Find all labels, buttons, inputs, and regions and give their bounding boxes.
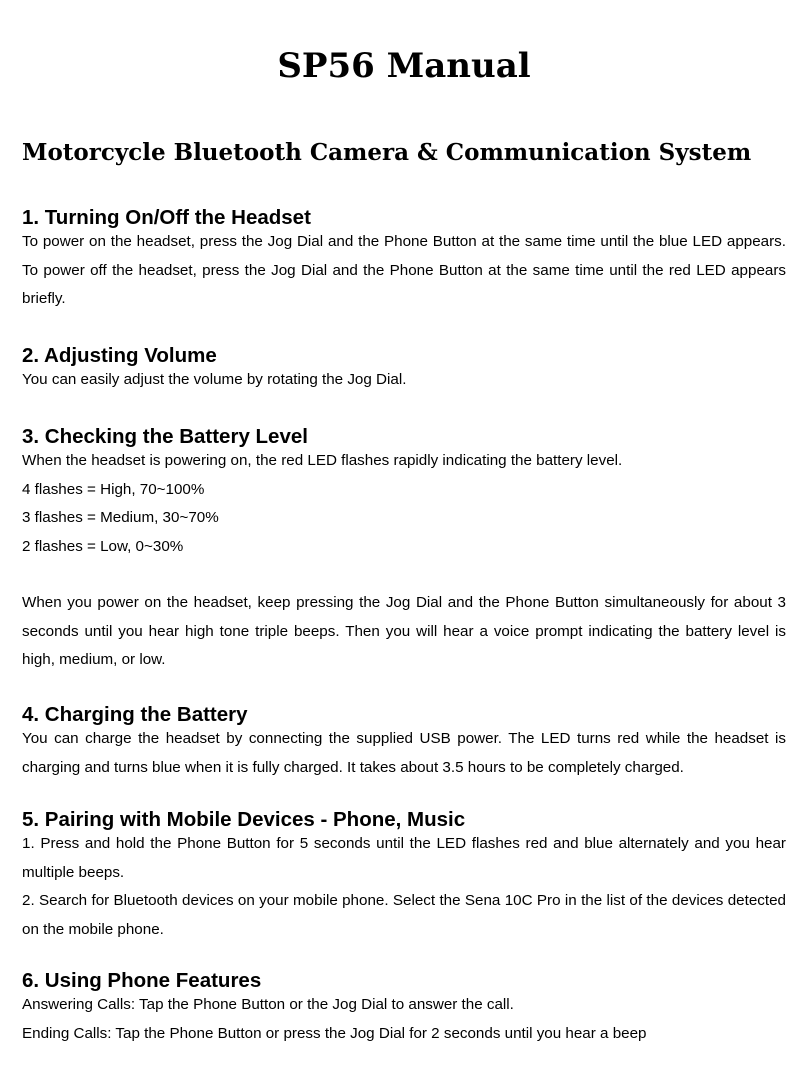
answering-calls-text: Answering Calls: Tap the Phone Button or the Jog Dial to answer the call. <box>22 996 514 1013</box>
section-paragraph: You can easily adjust the volume by rotating the Jog Dial. <box>22 371 407 388</box>
section-heading: 3. Checking the Battery Level <box>22 425 308 448</box>
spacer <box>22 561 786 589</box>
section-heading: 4. Charging the Battery <box>22 703 248 726</box>
document-title: SP56 Manual <box>277 46 531 86</box>
section-heading: 6. Using Phone Features <box>22 969 262 992</box>
section-paragraph: You can charge the headset by connecting the supplied USB power. The LED turns red while the headset is charging and turns blue when it is fully charged. It takes about 3.5 hours to be completely charged. <box>22 730 786 776</box>
document-subtitle: Motorcycle Bluetooth Camera & Communication System <box>22 139 752 166</box>
pairing-step-2: 2. Search for Bluetooth devices on your mobile phone. Select the Sena 10C Pro in the list of the devices detected on the mobile phone. <box>22 892 786 938</box>
section-charging-battery <box>22 704 786 782</box>
section-phone-features <box>22 970 786 1048</box>
section-heading: 1. Turning On/Off the Headset <box>22 206 311 229</box>
battery-level-high: 4 flashes = High, 70~100% <box>22 480 205 498</box>
section-paragraph: When you power on the headset, keep pressing the Jog Dial and the Phone Button simultaneously for about 3 seconds until you hear high tone triple beeps. Then you will hear a voice prompt indicating the battery level is high, medium, or low. <box>22 594 786 668</box>
ending-calls-text: Ending Calls: Tap the Phone Button or press the Jog Dial for 2 seconds until you hear a beep <box>22 1024 647 1042</box>
section-battery-level <box>22 426 786 675</box>
section-turning-on-off <box>22 207 786 314</box>
pairing-step-1: 1. Press and hold the Phone Button for 5 seconds until the LED flashes red and blue alternately and you hear multiple beeps. <box>22 835 786 881</box>
section-heading: 5. Pairing with Mobile Devices - Phone, Music <box>22 808 466 831</box>
section-paragraph: To power on the headset, press the Jog Dial and the Phone Button at the same time until the blue LED appears. To power off the headset, press the Jog Dial and the Phone Button at the same time until the red LED appears briefly. <box>22 233 786 307</box>
battery-level-low: 2 flashes = Low, 0~30% <box>22 537 184 555</box>
section-paragraph: When the headset is powering on, the red LED flashes rapidly indicating the battery level. <box>22 452 623 469</box>
section-heading: 2. Adjusting Volume <box>22 344 217 367</box>
section-pairing <box>22 809 786 944</box>
battery-level-medium: 3 flashes = Medium, 30~70% <box>22 509 219 526</box>
section-adjusting-volume <box>22 345 786 395</box>
